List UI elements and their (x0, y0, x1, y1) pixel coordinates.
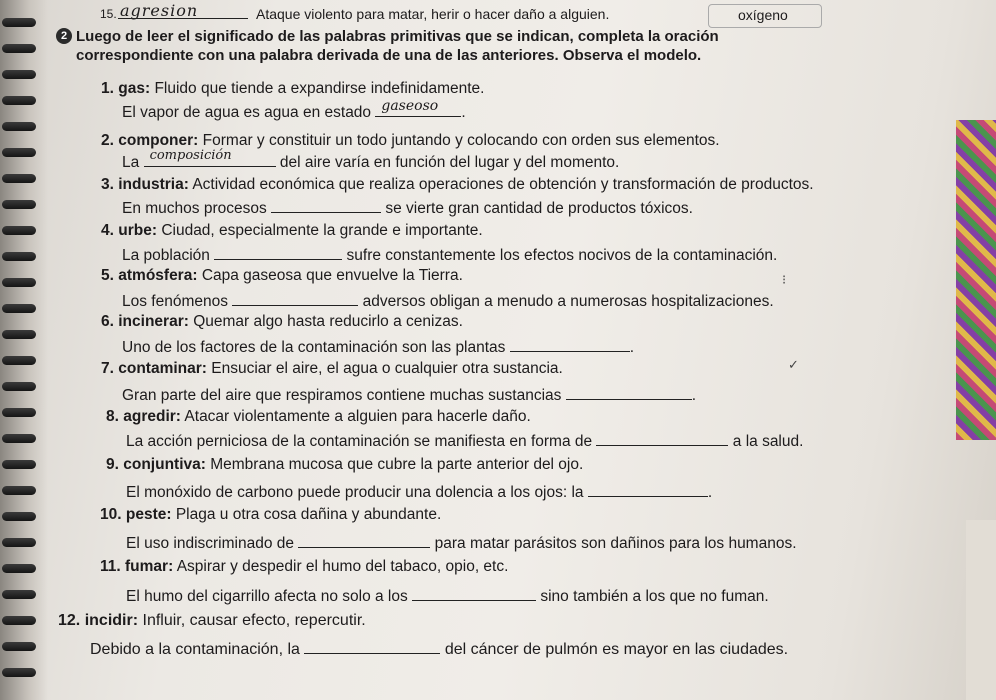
item-8-definition-line: 8. agredir: Atacar violentamente a alguien para hacerle daño. (106, 408, 531, 425)
binding-ring (2, 304, 36, 313)
item-7-definition-line: 7. contaminar: Ensuciar el aire, el agua o cualquier otra sustancia. (101, 360, 563, 377)
item-1-definition-line: 1. gas: Fluido que tiende a expandirse indefinidamente. (101, 80, 485, 97)
background-surface (966, 520, 996, 700)
binding-ring (2, 252, 36, 261)
binding-ring (2, 278, 36, 287)
item-11-sentence: El humo del cigarrillo afecta no solo a los sino también a los que no fuman. (126, 585, 769, 606)
binding-ring (2, 642, 36, 651)
item-4-definition-line: 4. urbe: Ciudad, especialmente la grande e importante. (101, 222, 483, 239)
item-6-sentence: Uno de los factores de la contaminación son las plantas . (122, 336, 634, 357)
binding-ring (2, 538, 36, 547)
binding-ring (2, 382, 36, 391)
binding-ring (2, 96, 36, 105)
item-9-sentence: El monóxido de carbono puede producir una dolencia a los ojos: la . (126, 481, 712, 502)
item-5-blank[interactable] (232, 290, 358, 306)
exercise-marker: 2 (56, 27, 72, 45)
item-1-blank[interactable]: gaseoso (375, 101, 461, 117)
item-7-blank[interactable] (566, 384, 692, 400)
item-8-blank[interactable] (596, 430, 728, 446)
binding-ring (2, 122, 36, 131)
item-6-definition-line: 6. incinerar: Quemar algo hasta reducirlo a cenizas. (101, 313, 463, 330)
binding-ring (2, 434, 36, 443)
binding-ring (2, 668, 36, 677)
item-10-definition-line: 10. peste: Plaga u otra cosa dañina y abundante. (100, 506, 442, 523)
item-9-definition-line: 9. conjuntiva: Membrana mucosa que cubre la parte anterior del ojo. (106, 456, 584, 473)
item-4-blank[interactable] (214, 244, 342, 260)
item-3-definition-line: 3. industria: Actividad económica que realiza operaciones de obtención y transformación de productos. (101, 176, 814, 193)
binding-ring (2, 590, 36, 599)
binding-ring (2, 330, 36, 339)
item-3-blank[interactable] (271, 197, 381, 213)
background-fabric (956, 120, 996, 440)
word-box-label: oxígeno (738, 7, 788, 23)
binding-ring (2, 356, 36, 365)
check-mark: ✓ (788, 357, 799, 372)
binding-ring (2, 460, 36, 469)
item-12-definition-line: 12. incidir: Influir, causar efecto, repercutir. (58, 612, 366, 629)
instruction-line-2: correspondiente con una palabra derivada de una de las anteriores. Observa el modelo. (76, 47, 702, 64)
item-5-sentence: Los fenómenos adversos obligan a menudo a numerosas hospitalizaciones. (122, 290, 774, 311)
binding-ring (2, 70, 36, 79)
item-10-sentence: El uso indiscriminado de para matar parásitos son dañinos para los humanos. (126, 532, 797, 553)
item-7-sentence: Gran parte del aire que respiramos contiene muchas sustancias . (122, 384, 696, 405)
item-3-sentence: En muchos procesos se vierte gran cantidad de productos tóxicos. (122, 197, 693, 218)
binding-ring (2, 18, 36, 27)
binding-ring (2, 486, 36, 495)
item-15-number: 15. (100, 7, 117, 21)
item-9-blank[interactable] (588, 481, 708, 497)
binding-ring (2, 226, 36, 235)
binding-ring (2, 616, 36, 625)
item-12-sentence: Debido a la contaminación, la del cáncer de pulmón es mayor en las ciudades. (90, 638, 788, 659)
binding-ring (2, 200, 36, 209)
item-11-definition-line: 11. fumar: Aspirar y despedir el humo del tabaco, opio, etc. (100, 558, 509, 575)
item-4-sentence: La población sufre constantemente los efectos nocivos de la contaminación. (122, 244, 777, 265)
binding-ring (2, 564, 36, 573)
item-10-blank[interactable] (298, 532, 430, 548)
item-6-blank[interactable] (510, 336, 630, 352)
pencil-mark: ⁝ (782, 272, 787, 287)
instruction-line-1: Luego de leer el significado de las palabras primitivas que se indican, completa la oración (76, 28, 719, 45)
item-15-definition: Ataque violento para matar, herir o hacer daño a alguien. (256, 6, 610, 22)
item-1-sentence: El vapor de agua es agua en estado gaseoso . (122, 98, 466, 121)
spiral-binding (0, 0, 48, 700)
item-8-sentence: La acción perniciosa de la contaminación se manifiesta en forma de a la salud. (126, 430, 803, 451)
item-2-blank[interactable]: composición (144, 151, 276, 167)
item-12-blank[interactable] (304, 638, 440, 654)
binding-ring (2, 512, 36, 521)
binding-ring (2, 174, 36, 183)
item-2-definition-line: 2. componer: Formar y constituir un todo juntando y colocando con orden sus elementos. (101, 132, 720, 149)
item-2-sentence: La composición del aire varía en función del lugar y del momento. (122, 148, 620, 171)
item-5-definition-line: 5. atmósfera: Capa gaseosa que envuelve la Tierra. (101, 267, 463, 284)
binding-ring (2, 44, 36, 53)
item-11-blank[interactable] (412, 585, 536, 601)
answer-line (118, 18, 248, 19)
handwritten-answer: agresion (120, 1, 199, 20)
binding-ring (2, 148, 36, 157)
binding-ring (2, 408, 36, 417)
